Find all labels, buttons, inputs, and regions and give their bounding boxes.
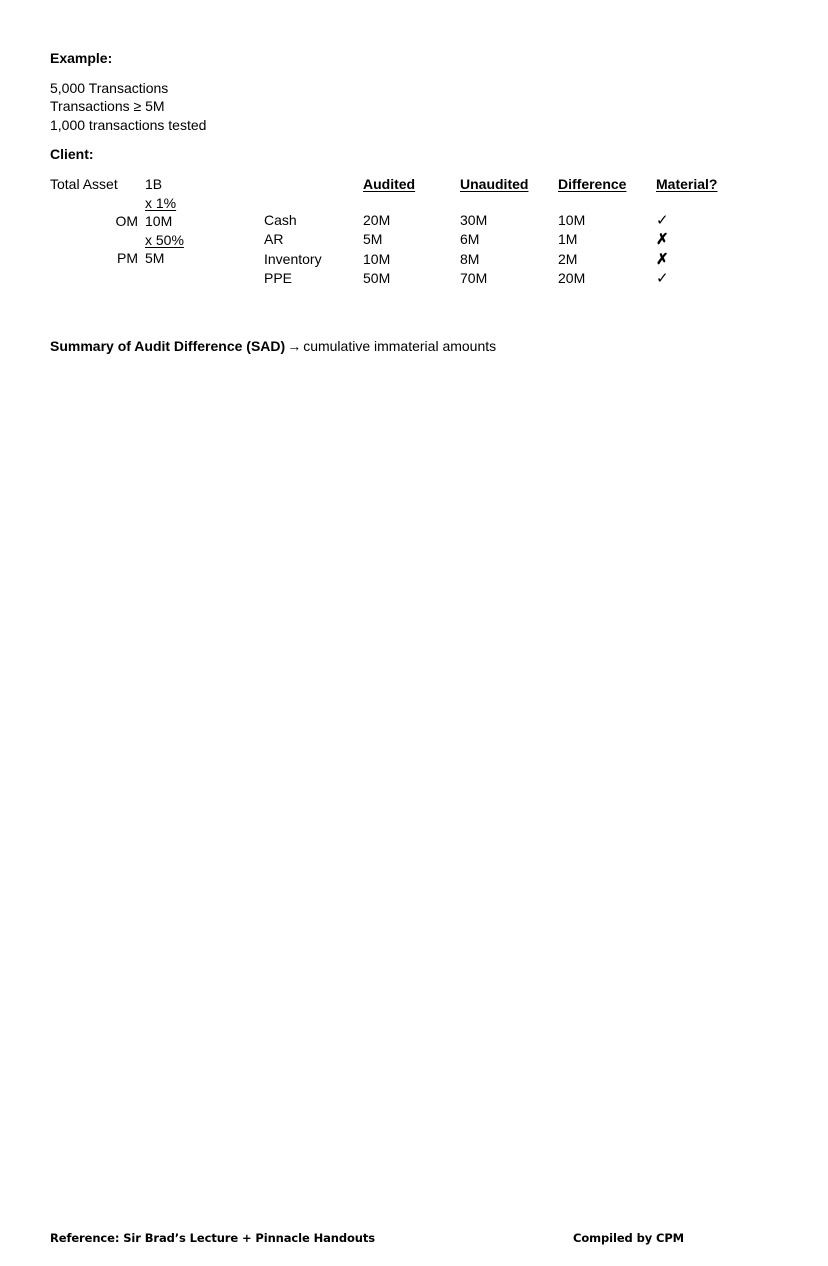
- intro-line-transactions-count: 5,000 Transactions: [50, 80, 169, 96]
- calc-value-pm: 5M: [145, 250, 165, 266]
- spacer-cell: [264, 194, 363, 211]
- cell-difference: 20M: [558, 270, 586, 286]
- calc-label-om: OM: [115, 213, 138, 229]
- table-row: [264, 211, 736, 231]
- heading-client: Client:: [50, 146, 94, 162]
- table-row: [264, 250, 736, 270]
- calc-row: [50, 212, 240, 231]
- column-header-account: [264, 175, 363, 194]
- calc-row: [50, 194, 240, 213]
- column-header-difference: Difference: [558, 176, 627, 192]
- cell-unaudited: 8M: [460, 250, 480, 267]
- summary-audit-difference-line: [50, 337, 496, 355]
- cell-material: [656, 211, 736, 231]
- cell-difference: 2M: [558, 250, 578, 267]
- calc-row: [50, 231, 240, 250]
- spacer-cell: [558, 194, 656, 211]
- table-spacer-row: [264, 194, 736, 211]
- table-header-row: [264, 175, 736, 194]
- cell-account: PPE: [264, 270, 293, 286]
- cell-audited: 20M: [363, 211, 391, 228]
- check-icon: ✓: [656, 211, 669, 229]
- cell-material: [656, 269, 736, 289]
- column-header-unaudited: Unaudited: [460, 176, 529, 192]
- table-header: [264, 175, 736, 194]
- table-row: [264, 269, 736, 289]
- calc-value-total-asset: 1B: [145, 176, 163, 192]
- cell-unaudited: 6M: [460, 231, 480, 247]
- calc-row: [50, 249, 240, 268]
- calc-row: [50, 175, 240, 194]
- table-row: [264, 230, 736, 250]
- calc-label-total-asset: Total Asset: [50, 176, 118, 192]
- audit-difference-table: [264, 175, 736, 289]
- materiality-calculation-block: [50, 175, 240, 268]
- cell-unaudited: 70M: [460, 270, 488, 286]
- cell-material: [656, 230, 736, 250]
- check-icon: ✓: [656, 270, 669, 287]
- cell-audited: 5M: [363, 231, 383, 247]
- page-footer: [0, 1230, 828, 1250]
- sad-description: cumulative immaterial amounts: [303, 338, 497, 354]
- sad-term: Summary of Audit Difference (SAD): [50, 338, 286, 354]
- cell-account: Cash: [264, 211, 297, 228]
- cell-account: Inventory: [264, 250, 322, 267]
- footer-reference: Reference: Sir Brad’s Lecture + Pinnacle Handouts: [50, 1231, 376, 1245]
- spacer-cell: [656, 194, 736, 211]
- cell-unaudited: 30M: [460, 211, 488, 228]
- table-body: [264, 194, 736, 289]
- column-header-material: Material?: [656, 176, 718, 192]
- spacer-cell: [460, 194, 558, 211]
- intro-line-transactions-threshold: Transactions ≥ 5M: [50, 98, 165, 114]
- spacer-cell: [363, 194, 460, 211]
- cell-account: AR: [264, 231, 284, 247]
- footer-compiled-by: Compiled by CPM: [573, 1231, 685, 1245]
- calc-value-om: 10M: [145, 213, 173, 229]
- cell-difference: 10M: [558, 211, 586, 228]
- intro-line-transactions-tested: 1,000 transactions tested: [50, 117, 207, 133]
- calc-label-pm: PM: [117, 250, 138, 266]
- cell-audited: 10M: [363, 250, 391, 267]
- cell-material: [656, 250, 736, 270]
- calc-value-multiplier-one-percent: x 1%: [145, 194, 177, 211]
- column-header-audited: Audited: [363, 176, 416, 192]
- calc-value-multiplier-fifty-percent: x 50%: [145, 231, 184, 248]
- cross-icon: ✗: [656, 231, 669, 248]
- arrow-right-icon: →: [287, 338, 302, 354]
- cell-difference: 1M: [558, 231, 578, 247]
- cross-icon: ✗: [656, 250, 669, 268]
- cell-audited: 50M: [363, 270, 391, 286]
- heading-example: Example:: [50, 50, 113, 66]
